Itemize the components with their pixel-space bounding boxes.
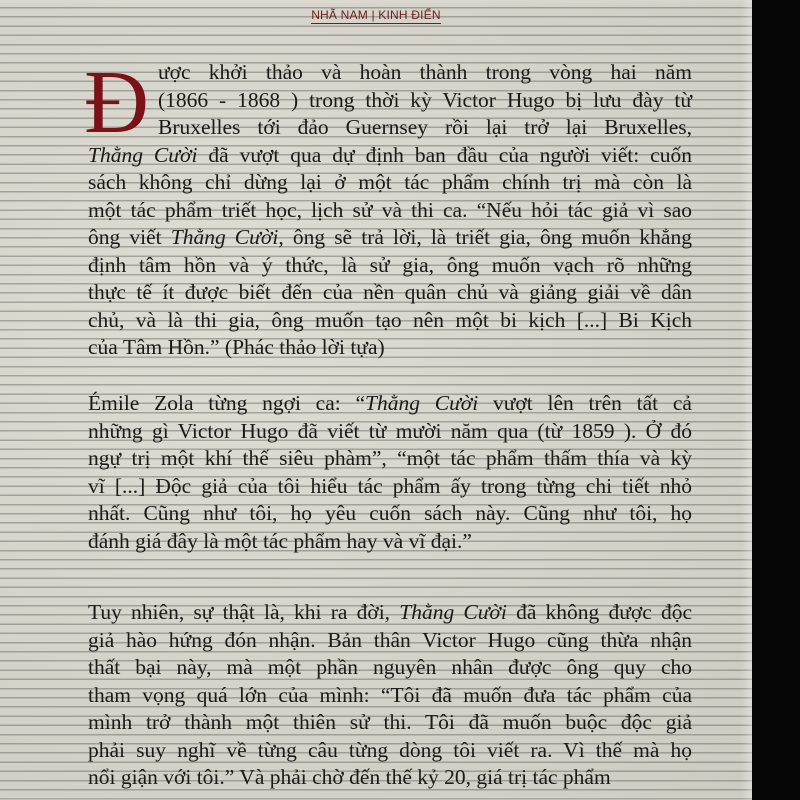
text-segment: (1866 - 1868 ) trong thời kỳ Victor Hugo bị lưu đày từ [158, 87, 692, 112]
book-title-italic: Thằng Cười [365, 391, 479, 415]
drop-cap: Đ [84, 53, 149, 152]
text-line [88, 141, 692, 169]
text-segment: , ông sẽ trả lời, là triết gia, ông muốn khẳng [278, 225, 692, 249]
text-segment: đánh giá đây là một tác phẩm hay và vĩ đại.” [88, 528, 472, 553]
book-title-italic: Thằng Cười [399, 600, 507, 624]
text-line [88, 598, 692, 626]
text-line [158, 58, 692, 86]
text-line [88, 499, 692, 527]
text-segment: ông viết [88, 225, 171, 249]
text-line [88, 681, 692, 709]
text-segment: những gì Victor Hugo đã viết từ mười năm qua (từ 1859 ). Ở đó [88, 418, 692, 443]
text-segment: nổi giận với tôi.” Và phải chờ đến thế kỷ 20, giá trị tác phẩm [88, 765, 611, 789]
text-segment: của Tâm Hồn.” (Phác thảo lời tựa) [88, 335, 385, 359]
text-segment: sách không chỉ dừng lại ở một tác phẩm chính trị mà còn là [88, 170, 692, 194]
text-segment: nhất. Cũng như tôi, họ yêu cuốn sách này. Cũng như tôi, họ [88, 501, 692, 525]
text-segment: Émile Zola từng ngợi ca: “ [88, 391, 366, 415]
text-line [88, 472, 692, 500]
dark-background-edge [752, 0, 800, 800]
book-title-italic: Thằng Cười [88, 142, 198, 167]
text-line [88, 708, 692, 736]
text-line [88, 417, 692, 445]
text-segment: đã vượt qua dự định ban đầu của người viết: cuốn [197, 142, 692, 167]
series-label-text: NHÃ NAM | KINH ĐIỂN [311, 8, 441, 22]
text-segment: vĩ [...] Độc giả của tôi hiểu tác phẩm ấy trong từng chi tiết nhỏ [88, 473, 692, 498]
text-segment: Bruxelles tới đảo Guernsey rồi lại trở lại Bruxelles, [158, 115, 692, 139]
text-line [88, 333, 692, 361]
text-segment: thực tế ít được biết đến của nền quân chủ và giảng giải về dân [88, 280, 692, 304]
text-line [88, 306, 692, 334]
text-segment: Tuy nhiên, sự thật là, khi ra đời, [88, 600, 400, 624]
text-segment: giả hào hứng đón nhận. Bản thân Victor Hugo cũng thừa nhận [88, 627, 692, 652]
text-segment: ngự trị một khí thế siêu phàm”, “một tác phẩm thấm thía và kỳ [88, 446, 692, 470]
text-line [88, 251, 692, 279]
text-segment: chủ, và là thi gia, ông muốn tạo nên một bi kịch [...] Bi Kịch [88, 307, 692, 332]
book-title-italic: Thằng Cười [170, 225, 279, 249]
series-label [0, 6, 752, 24]
text-line [88, 196, 692, 224]
text-segment: ược khởi thảo và hoàn thành trong vòng hai năm [158, 60, 692, 84]
text-line [88, 626, 692, 654]
text-segment: vượt lên trên tất cả [478, 391, 692, 415]
text-line [88, 389, 692, 417]
text-segment: mình trở thành một thiên sử thi. Tôi đã muốn buộc độc giả [88, 710, 692, 734]
text-line [158, 113, 692, 141]
text-line [88, 223, 692, 251]
text-line [88, 168, 692, 196]
text-line [158, 86, 692, 114]
text-segment: tham vọng quá lớn của mình: “Tôi đã muốn đưa tác phẩm của [88, 682, 692, 707]
text-line [88, 278, 692, 306]
text-segment: một tác phẩm triết học, lịch sử và thi ca. “Nếu hỏi tác giả vì sao [88, 197, 692, 222]
text-line [88, 444, 692, 472]
text-segment: định tâm hồn và ý thức, là sử gia, ông muốn vạch rõ những [88, 252, 692, 277]
text-segment: thất bại này, mà một phần nguyên nhân được ông quy cho [88, 655, 692, 679]
text-line [88, 653, 692, 681]
text-segment: phải suy nghĩ về từng câu từng dòng tôi viết ra. Vì thế mà họ [88, 737, 692, 762]
text-line [88, 527, 692, 555]
text-line [88, 763, 692, 791]
text-line [88, 736, 692, 764]
text-segment: đã không được độc [506, 600, 692, 624]
